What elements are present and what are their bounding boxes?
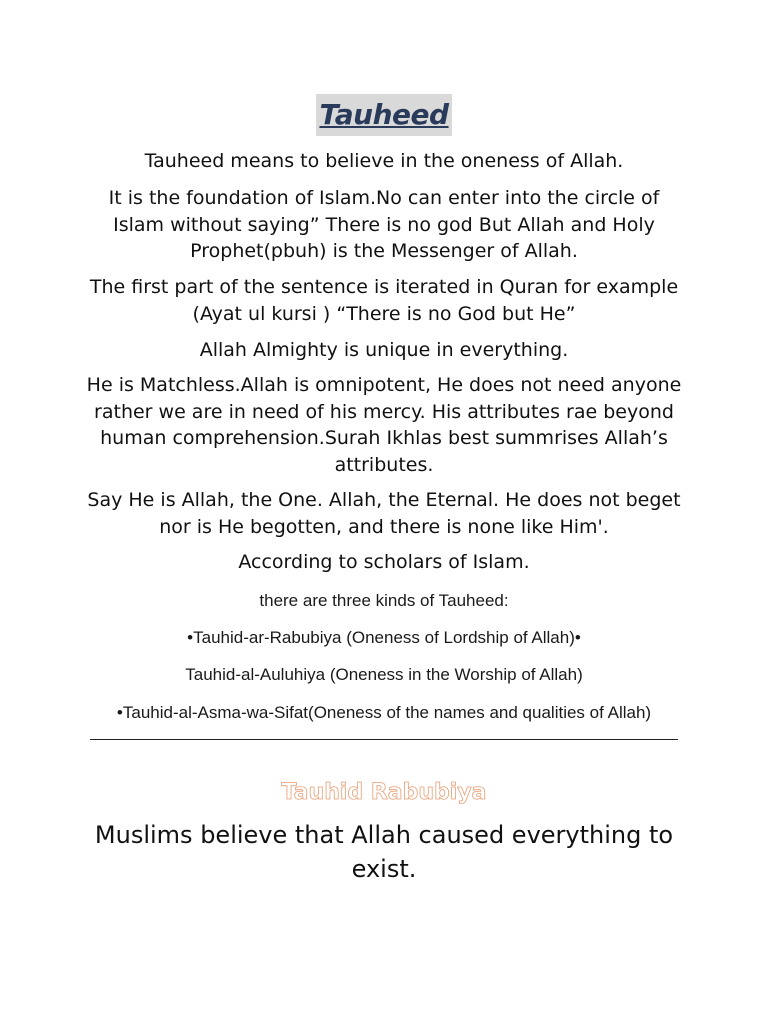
paragraph-foundation: It is the foundation of Islam.No can enter into the circle of Islam without saying” There is no god But Allah and Holy Prophet(pbuh) is the Messenger of Allah. [108, 187, 660, 262]
paragraph-matchless: He is Matchless.Allah is omnipotent, He does not need anyone rather we are in need of his mercy. His attributes rae beyond human comprehension.Surah Ikhlas best summrises Allah’s attributes. [86, 374, 682, 476]
title-container [0, 94, 768, 136]
kind-asma-wa-sifat: •Tauhid-al-Asma-wa-Sifat(Oneness of the names and qualities of Allah) [116, 703, 652, 722]
paragraph-unique: Allah Almighty is unique in everything. [199, 339, 569, 361]
paragraph-ikhlas: Say He is Allah, the One. Allah, the Eternal. He does not beget nor is He begotten, and there is none like Him'. [87, 489, 681, 538]
paragraph-quran: The first part of the sentence is iterated in Quran for example (Ayat ul kursi ) “There is no God but He” [89, 276, 679, 325]
kind-auluhiya: Tauhid-al-Auluhiya (Oneness in the Worship of Allah) [185, 665, 583, 684]
kind-rabubiya: •Tauhid-ar-Rabubiya (Oneness of Lordship of Allah)• [187, 628, 581, 647]
section-text: Muslims believe that Allah caused everything to exist. [94, 821, 674, 883]
paragraph-definition: Tauheed means to believe in the oneness of Allah. [144, 150, 624, 172]
horizontal-divider [90, 739, 678, 740]
page-title: Tauheed [316, 94, 451, 136]
paragraph-scholars: According to scholars of Islam. [238, 551, 530, 573]
kinds-intro: there are three kinds of Tauheed: [259, 591, 509, 610]
section-heading: Tauhid Rabubiya [281, 780, 487, 805]
